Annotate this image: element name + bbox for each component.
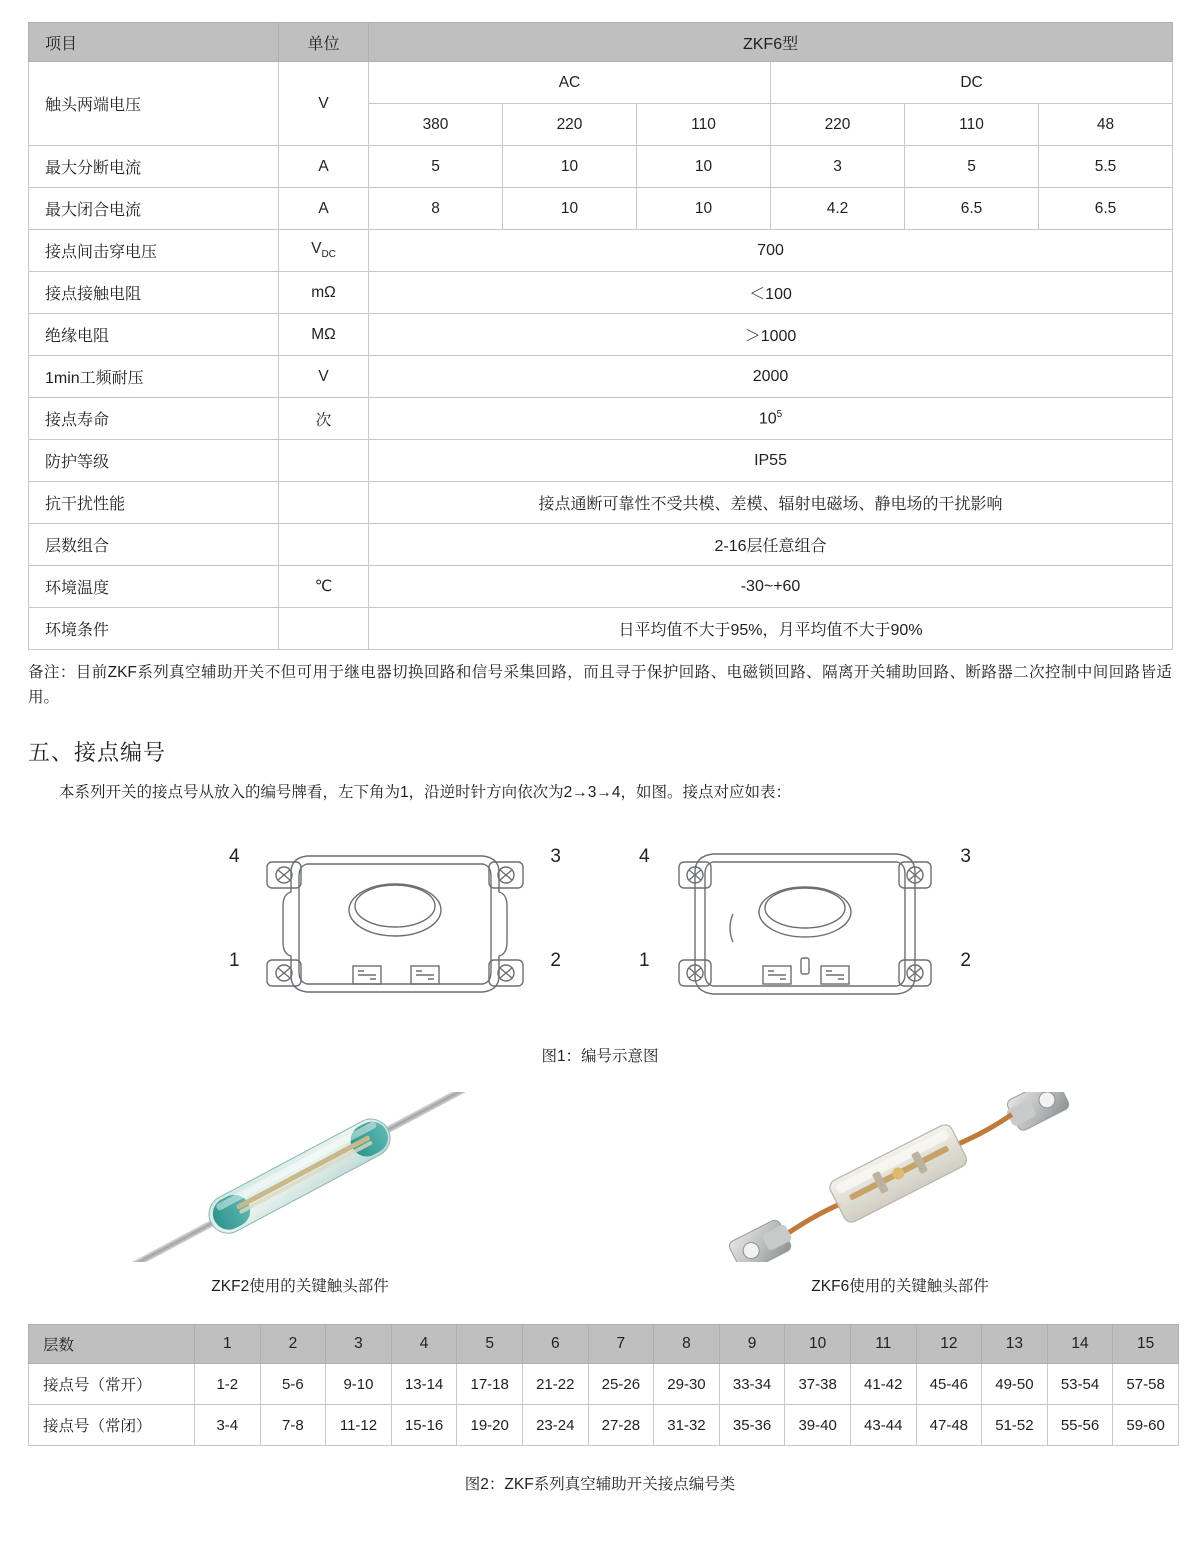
cell-value: 6.5 bbox=[1039, 188, 1173, 230]
layer-number: 1 bbox=[195, 1325, 261, 1364]
spec-table-container bbox=[0, 0, 1200, 650]
cell-value: -30~+60 bbox=[369, 566, 1173, 608]
row-unit bbox=[279, 524, 369, 566]
spec-row-breakdown-voltage bbox=[29, 230, 1173, 272]
contact-number-4-right: 4 bbox=[639, 846, 650, 868]
photos-row bbox=[0, 1092, 1200, 1296]
unit-subscript: DC bbox=[321, 249, 336, 261]
nc-value: 35-36 bbox=[719, 1405, 785, 1446]
layer-number: 5 bbox=[457, 1325, 523, 1364]
cell-value: 10 bbox=[637, 188, 771, 230]
no-value: 45-46 bbox=[916, 1364, 982, 1405]
cell-value: 5 bbox=[905, 146, 1039, 188]
life-base: 10 bbox=[758, 410, 777, 428]
cell-value: ＜100 bbox=[369, 272, 1173, 314]
cell-value: 10 bbox=[503, 146, 637, 188]
spec-row-withstand-voltage bbox=[29, 356, 1173, 398]
layer-number: 3 bbox=[326, 1325, 392, 1364]
cell-value: 5.5 bbox=[1039, 146, 1173, 188]
no-value: 5-6 bbox=[260, 1364, 326, 1405]
cell-value: 4.2 bbox=[771, 188, 905, 230]
row-label-normally-open: 接点号（常开） bbox=[29, 1364, 195, 1405]
row-unit: mΩ bbox=[279, 272, 369, 314]
cell-value: 5 bbox=[369, 146, 503, 188]
nc-value: 47-48 bbox=[916, 1405, 982, 1446]
layer-number: 7 bbox=[588, 1325, 654, 1364]
row-label: 绝缘电阻 bbox=[29, 314, 279, 356]
no-value: 37-38 bbox=[785, 1364, 851, 1405]
nc-value: 27-28 bbox=[588, 1405, 654, 1446]
voltage-value: 380 bbox=[369, 104, 503, 146]
row-label: 层数组合 bbox=[29, 524, 279, 566]
row-label: 防护等级 bbox=[29, 440, 279, 482]
row-unit: A bbox=[279, 188, 369, 230]
voltage-value: 48 bbox=[1039, 104, 1173, 146]
cell-value: 10 bbox=[637, 146, 771, 188]
spec-row-protection-class bbox=[29, 440, 1173, 482]
spec-row-contact-life bbox=[29, 398, 1173, 440]
header-layers: 层数 bbox=[29, 1325, 195, 1364]
no-value: 33-34 bbox=[719, 1364, 785, 1405]
layer-number: 13 bbox=[982, 1325, 1048, 1364]
no-value: 13-14 bbox=[391, 1364, 457, 1405]
row-unit bbox=[279, 440, 369, 482]
nc-value: 19-20 bbox=[457, 1405, 523, 1446]
row-label: 抗干扰性能 bbox=[29, 482, 279, 524]
row-label-voltage: 触头两端电压 bbox=[29, 62, 279, 146]
spec-accdc-row bbox=[29, 62, 1173, 104]
row-unit: ℃ bbox=[279, 566, 369, 608]
nc-value: 59-60 bbox=[1113, 1405, 1179, 1446]
nc-value: 23-24 bbox=[522, 1405, 588, 1446]
contact-assembly-image bbox=[680, 1092, 1120, 1262]
cell-value: 10 bbox=[503, 188, 637, 230]
nc-value: 31-32 bbox=[654, 1405, 720, 1446]
row-label: 最大分断电流 bbox=[29, 146, 279, 188]
row-unit: 次 bbox=[279, 398, 369, 440]
spec-row-ambient-condition bbox=[29, 608, 1173, 650]
row-label: 接点间击穿电压 bbox=[29, 230, 279, 272]
cell-value: 3 bbox=[771, 146, 905, 188]
row-label: 接点接触电阻 bbox=[29, 272, 279, 314]
cell-value: 日平均值不大于95%，月平均值不大于90% bbox=[369, 608, 1173, 650]
no-value: 41-42 bbox=[850, 1364, 916, 1405]
row-unit-voltage: V bbox=[279, 62, 369, 146]
contact-number-table bbox=[28, 1324, 1179, 1446]
no-value: 25-26 bbox=[588, 1364, 654, 1405]
contact-table-row-no bbox=[29, 1364, 1179, 1405]
life-exponent: 5 bbox=[776, 408, 783, 420]
figure1-area bbox=[0, 832, 1200, 1022]
nc-value: 15-16 bbox=[391, 1405, 457, 1446]
voltage-value: 110 bbox=[637, 104, 771, 146]
spec-table bbox=[28, 22, 1173, 650]
row-label-normally-closed: 接点号（常闭） bbox=[29, 1405, 195, 1446]
contact-number-1-right: 1 bbox=[639, 950, 650, 972]
nc-value: 43-44 bbox=[850, 1405, 916, 1446]
layer-number: 9 bbox=[719, 1325, 785, 1364]
cell-value: 2000 bbox=[369, 356, 1173, 398]
row-unit: $V_{DC}$ bbox=[279, 230, 369, 272]
spec-header-row bbox=[29, 23, 1173, 62]
voltage-value: 220 bbox=[771, 104, 905, 146]
photo-caption: ZKF6使用的关键触头部件 bbox=[811, 1278, 989, 1296]
device-diagram-left bbox=[229, 832, 561, 1022]
no-value: 17-18 bbox=[457, 1364, 523, 1405]
photo-zkf6 bbox=[640, 1092, 1160, 1296]
header-unit: 单位 bbox=[279, 23, 369, 62]
spec-row-layer-combination bbox=[29, 524, 1173, 566]
layer-number: 14 bbox=[1047, 1325, 1113, 1364]
no-value: 57-58 bbox=[1113, 1364, 1179, 1405]
row-label: 1min工频耐压 bbox=[29, 356, 279, 398]
contact-number-3-right: 3 bbox=[960, 846, 971, 868]
spec-row-ambient-temperature bbox=[29, 566, 1173, 608]
layer-number: 11 bbox=[850, 1325, 916, 1364]
ac-group-label: AC bbox=[369, 62, 771, 104]
nc-value: 7-8 bbox=[260, 1405, 326, 1446]
cell-value: IP55 bbox=[369, 440, 1173, 482]
cell-value: 8 bbox=[369, 188, 503, 230]
voltage-value: 220 bbox=[503, 104, 637, 146]
contact-number-1-left: 1 bbox=[229, 950, 240, 972]
row-unit: A bbox=[279, 146, 369, 188]
no-value: 29-30 bbox=[654, 1364, 720, 1405]
row-label: 接点寿命 bbox=[29, 398, 279, 440]
no-value: 21-22 bbox=[522, 1364, 588, 1405]
contact-number-2-right: 2 bbox=[960, 950, 971, 972]
switch-outline-svg bbox=[245, 832, 545, 1022]
photo-caption: ZKF2使用的关键触头部件 bbox=[211, 1278, 389, 1296]
table-note: 备注：目前ZKF系列真空辅助开关不但可用于继电器切换回路和信号采集回路，而且寻于保护回路、电磁锁回路、隔离开关辅助回路、断路器二次控制中间回路皆适用。 bbox=[28, 664, 1172, 707]
voltage-value: 110 bbox=[905, 104, 1039, 146]
nc-value: 3-4 bbox=[195, 1405, 261, 1446]
layer-number: 15 bbox=[1113, 1325, 1179, 1364]
no-value: 1-2 bbox=[195, 1364, 261, 1405]
layer-number: 6 bbox=[522, 1325, 588, 1364]
row-unit: V bbox=[279, 356, 369, 398]
contact-table-header-row bbox=[29, 1325, 1179, 1364]
no-value: 9-10 bbox=[326, 1364, 392, 1405]
row-unit bbox=[279, 482, 369, 524]
row-label: 环境温度 bbox=[29, 566, 279, 608]
cell-value: 接点通断可靠性不受共模、差模、辐射电磁场、静电场的干扰影响 bbox=[369, 482, 1173, 524]
contact-table-row-nc bbox=[29, 1405, 1179, 1446]
layer-number: 10 bbox=[785, 1325, 851, 1364]
spec-row-breaking-current bbox=[29, 146, 1173, 188]
device-diagram-right bbox=[639, 832, 971, 1022]
contact-number-3-left: 3 bbox=[550, 846, 561, 868]
cell-value: 2-16层任意组合 bbox=[369, 524, 1173, 566]
reed-switch-image bbox=[80, 1092, 520, 1262]
header-model: ZKF6型 bbox=[369, 23, 1173, 62]
switch-outline-svg bbox=[655, 832, 955, 1022]
cell-value: 6.5 bbox=[905, 188, 1039, 230]
nc-value: 55-56 bbox=[1047, 1405, 1113, 1446]
layer-number: 12 bbox=[916, 1325, 982, 1364]
row-unit bbox=[279, 608, 369, 650]
spec-row-insulation-resistance bbox=[29, 314, 1173, 356]
no-value: 53-54 bbox=[1047, 1364, 1113, 1405]
layer-number: 4 bbox=[391, 1325, 457, 1364]
layer-number: 2 bbox=[260, 1325, 326, 1364]
contact-table-container bbox=[0, 1296, 1200, 1446]
cell-value: ＞1000 bbox=[369, 314, 1173, 356]
nc-value: 11-12 bbox=[326, 1405, 392, 1446]
no-value: 49-50 bbox=[982, 1364, 1048, 1405]
row-label: 环境条件 bbox=[29, 608, 279, 650]
header-item: 项目 bbox=[29, 23, 279, 62]
spec-row-anti-interference bbox=[29, 482, 1173, 524]
section-paragraph: 本系列开关的接点号从放入的编号牌看，左下角为1，沿逆时针方向依次为2→3→4，如图。接点对应如表： bbox=[59, 784, 791, 802]
nc-value: 51-52 bbox=[982, 1405, 1048, 1446]
row-unit: MΩ bbox=[279, 314, 369, 356]
cell-value bbox=[369, 398, 1173, 440]
row-label: 最大闭合电流 bbox=[29, 188, 279, 230]
figure1-caption: 图1：编号示意图 bbox=[541, 1048, 659, 1066]
cell-value: 700 bbox=[369, 230, 1173, 272]
section-heading: 五、接点编号 bbox=[28, 740, 167, 766]
spec-row-contact-resistance bbox=[29, 272, 1173, 314]
contact-number-4-left: 4 bbox=[229, 846, 240, 868]
photo-zkf2 bbox=[40, 1092, 560, 1296]
contact-number-2-left: 2 bbox=[550, 950, 561, 972]
dc-group-label: DC bbox=[771, 62, 1173, 104]
layer-number: 8 bbox=[654, 1325, 720, 1364]
nc-value: 39-40 bbox=[785, 1405, 851, 1446]
spec-row-closing-current bbox=[29, 188, 1173, 230]
figure2-caption: 图2：ZKF系列真空辅助开关接点编号类 bbox=[464, 1476, 736, 1494]
